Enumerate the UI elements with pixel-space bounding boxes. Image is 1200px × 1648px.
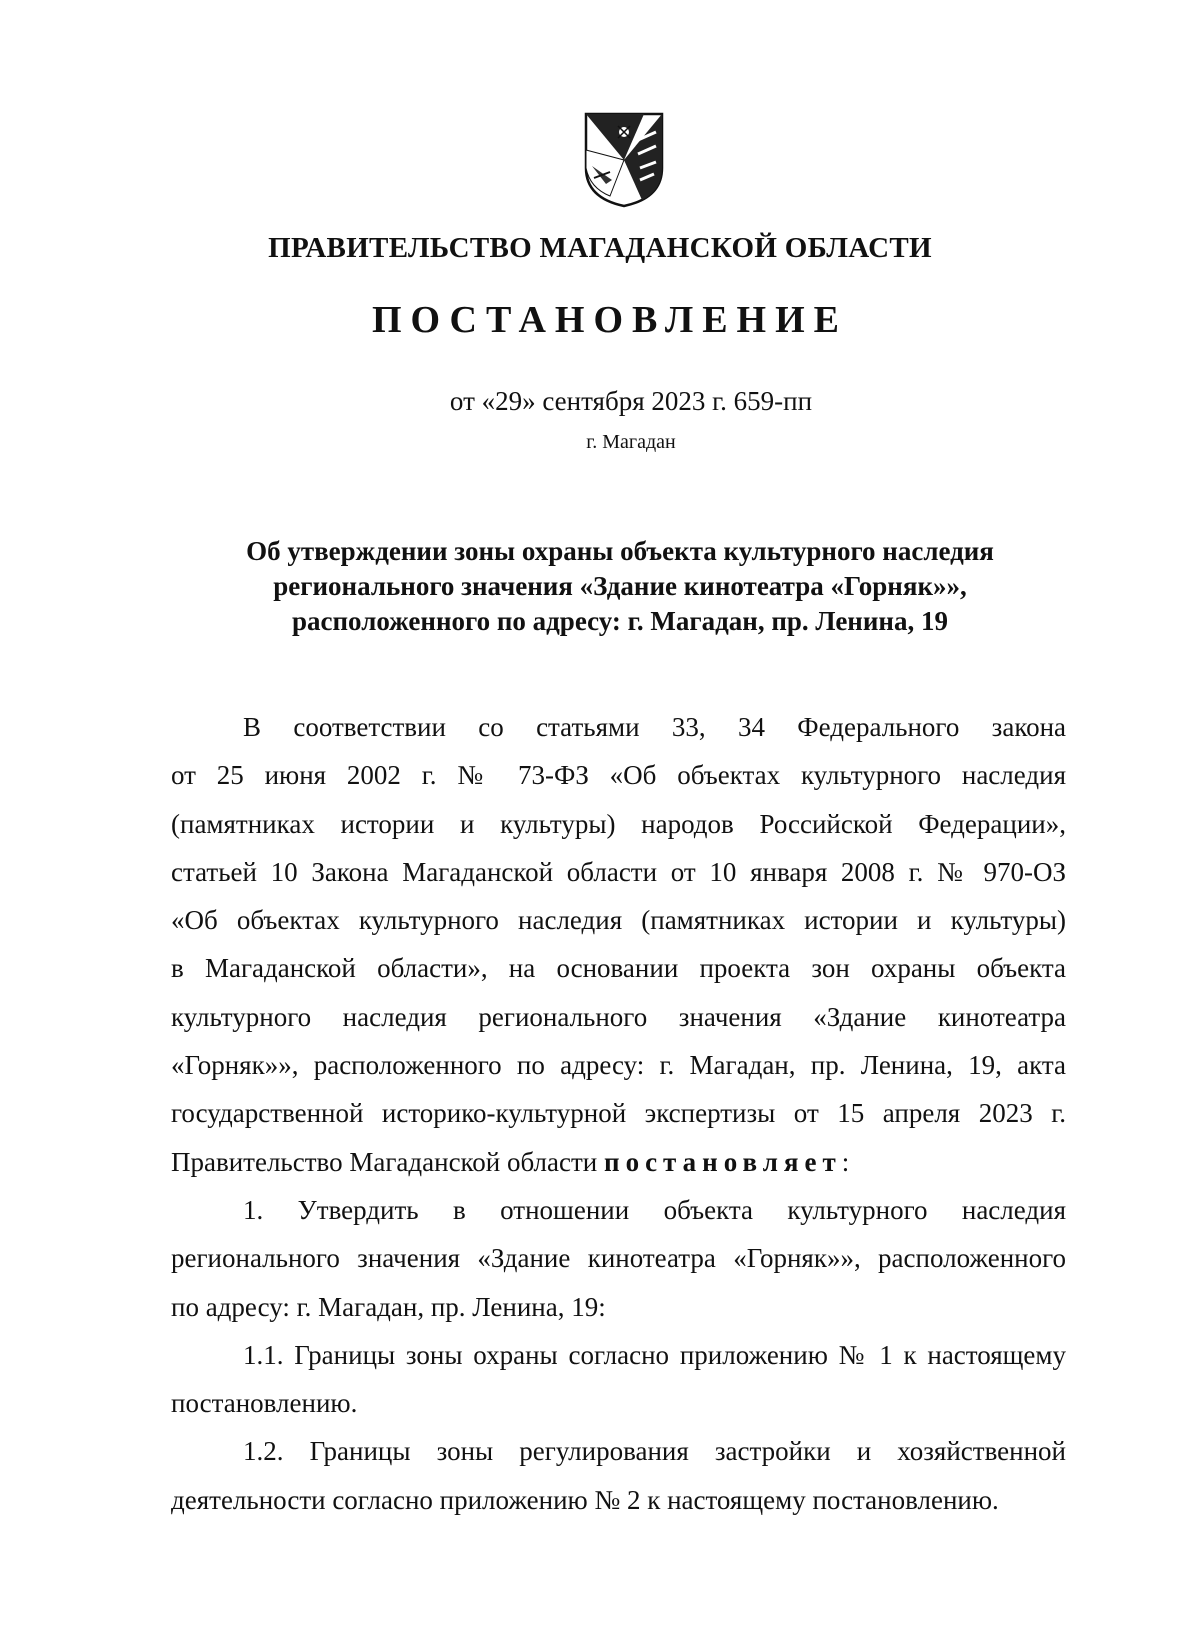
body-line: (памятниках истории и культуры) народов Российской Федерации», bbox=[171, 808, 1066, 839]
subject-line: регионального значения «Здание кинотеатра «Горняк»», bbox=[273, 571, 967, 601]
subject-line: Об утверждении зоны охраны объекта культурного наследия bbox=[246, 536, 994, 566]
body-line: в Магаданской области», на основании проекта зон охраны объекта bbox=[171, 953, 1066, 984]
body-line: постановлению. bbox=[171, 1388, 358, 1419]
body-line: 1.1. Границы зоны охраны согласно приложению № 1 к настоящему bbox=[243, 1339, 1066, 1370]
item-1-2-paragraph bbox=[171, 1427, 1066, 1524]
preamble-paragraph bbox=[171, 703, 1066, 1186]
document-subject bbox=[160, 534, 1080, 639]
item-1-paragraph bbox=[171, 1186, 1066, 1331]
subject-line: расположенного по адресу: г. Магадан, пр. Ленина, 19 bbox=[292, 606, 948, 636]
body-line: «Об объектах культурного наследия (памятниках истории и культуры) bbox=[171, 905, 1066, 936]
document-body bbox=[171, 703, 1066, 1524]
body-line: государственной историко-культурной экспертизы от 15 апреля 2023 г. bbox=[171, 1098, 1066, 1129]
document-city: г. Магадан bbox=[586, 431, 676, 453]
organization-title: ПРАВИТЕЛЬСТВО МАГАДАНСКОЙ ОБЛАСТИ bbox=[268, 232, 932, 264]
decree-word: постановляет bbox=[604, 1146, 842, 1177]
body-line: статьей 10 Закона Магаданской области от 10 января 2008 г. № 970-ОЗ bbox=[171, 856, 1066, 887]
body-text: : bbox=[841, 1146, 850, 1177]
body-line: В соответствии со статьями 33, 34 Федерального закона bbox=[243, 712, 1066, 742]
document-date-number: от «29» сентября 2023 г. 659-пп bbox=[449, 386, 813, 416]
body-line: 1.2. Границы зоны регулирования застройки и хозяйственной bbox=[243, 1436, 1066, 1467]
body-line: культурного наследия регионального значения «Здание кинотеатра bbox=[171, 1001, 1066, 1032]
document-type-heading: ПОСТАНОВЛЕНИЕ bbox=[371, 299, 849, 341]
body-line: регионального значения «Здание кинотеатра «Горняк»», расположенного bbox=[171, 1243, 1066, 1274]
item-1-1-paragraph bbox=[171, 1331, 1066, 1428]
body-line bbox=[171, 1138, 1066, 1186]
body-line: по адресу: г. Магадан, пр. Ленина, 19: bbox=[171, 1291, 606, 1322]
body-text: Правительство Магаданской области bbox=[171, 1146, 598, 1177]
body-line: «Горняк»», расположенного по адресу: г. Магадан, пр. Ленина, 19, акта bbox=[171, 1050, 1066, 1081]
body-line: от 25 июня 2002 г. № 73-ФЗ «Об объектах культурного наследия bbox=[171, 760, 1066, 791]
coat-of-arms-emblem-icon bbox=[582, 110, 666, 210]
body-line: деятельности согласно приложению № 2 к настоящему постановлению. bbox=[171, 1484, 999, 1515]
body-line: 1. Утвердить в отношении объекта культурного наследия bbox=[243, 1194, 1066, 1225]
